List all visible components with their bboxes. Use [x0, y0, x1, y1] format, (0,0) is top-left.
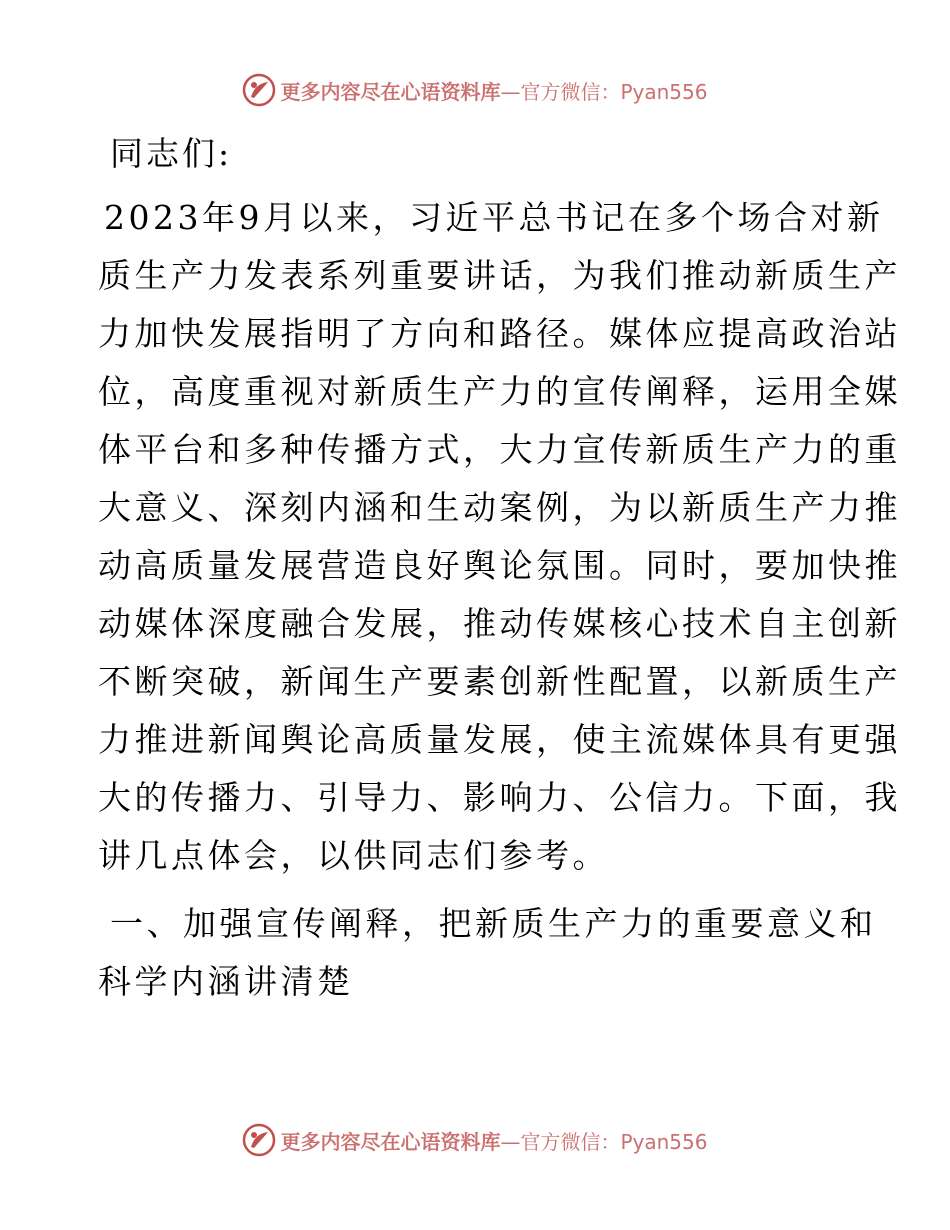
paragraph-line: 质生产力发表系列重要讲话，为我们推动新质生产 [98, 256, 901, 295]
footer-banner [0, 1120, 950, 1160]
header-banner [0, 70, 950, 110]
red-seal-logo-icon [242, 1123, 276, 1157]
paragraph-line: 大的传播力、引导力、影响力、公信力。下面，我 [98, 778, 901, 817]
paragraph-line: 动高质量发展营造良好舆论氛围。同时，要加快推 [98, 546, 901, 585]
salutation: 同志们: [110, 134, 233, 173]
paragraph-line: 讲几点体会，以供同志们参考。 [98, 836, 609, 875]
document-body [98, 125, 901, 1011]
banner-text: 更多内容尽在心语资料库—官方微信：Pyan556 [280, 79, 708, 104]
paragraph-line: 位，高度重视对新质生产力的宣传阐释，运用全媒 [98, 372, 901, 411]
paragraph-line: 大意义、深刻内涵和生动案例，为以新质生产力推 [98, 488, 901, 527]
heading-line: 科学内涵讲清楚 [98, 962, 354, 1001]
paragraph-line: 力加快发展指明了方向和路径。媒体应提高政治站 [98, 314, 901, 353]
paragraph-line: 不断突破，新闻生产要素创新性配置，以新质生产 [98, 662, 901, 701]
intro-paragraph [98, 189, 901, 885]
heading-line: 一、加强宣传阐释，把新质生产力的重要意义和 [110, 904, 877, 943]
paragraph-line: 力推进新闻舆论高质量发展，使主流媒体具有更强 [98, 720, 901, 759]
paragraph-line: 体平台和多种传播方式，大力宣传新质生产力的重 [98, 430, 901, 469]
section-heading [98, 895, 877, 1011]
red-seal-logo-icon [242, 73, 276, 107]
paragraph-line: 2023年9月以来，习近平总书记在多个场合对新 [104, 198, 884, 237]
banner-text: 更多内容尽在心语资料库—官方微信：Pyan556 [280, 1129, 708, 1154]
paragraph-line: 动媒体深度融合发展，推动传媒核心技术自主创新 [98, 604, 901, 643]
